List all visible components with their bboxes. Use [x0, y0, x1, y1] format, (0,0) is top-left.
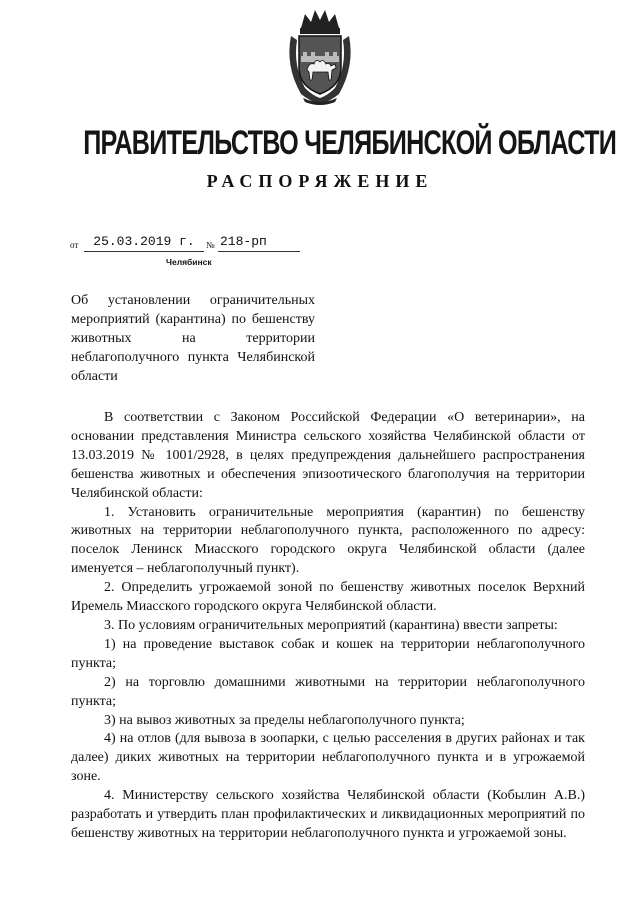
- prohibition-3-paragraph: 3) на вывоз животных за пределы неблагополучного пункта;: [104, 712, 465, 728]
- clause-3-paragraph: 3. По условиям ограничительных мероприятий (карантина) ввести запреты:: [104, 617, 558, 633]
- number-label: №: [206, 240, 215, 250]
- document-number: 218-рп: [220, 234, 267, 249]
- clause-2-paragraph: 2. Определить угрожаемой зоной по бешенству животных поселок Верхний Иремель Миасского городского округа Челябинской области.: [71, 580, 585, 615]
- prohibition-4-paragraph: 4) на отлов (для вывоза в зоопарки, с целью расселения в других районах и так далее) диких животных на территории неблагополучного пункта и в угрожаемой зоне.: [71, 731, 585, 785]
- document-date: 25.03.2019 г.: [93, 234, 195, 249]
- clause-4-paragraph: 4. Министерству сельского хозяйства Челябинской области (Кобылин А.В.) разработать и утвердить план профилактических и ликвидационных мероприятий по бешенству животных на территории неблагополучного пункта и угрожаемой зоны.: [71, 788, 585, 841]
- date-underline: [84, 251, 204, 252]
- document-body: [71, 409, 585, 844]
- government-title: ПРАВИТЕЛЬСТВО ЧЕЛЯБИНСКОЙ ОБЛАСТИ: [83, 124, 617, 162]
- clause-1-paragraph: 1. Установить ограничительные мероприятия (карантин) по бешенству животных на территории неблагополучного пункта, расположенного по адресу: поселок Ленинск Миасского городского округа Челябинской области (далее именуется – неблагополучный пункт).: [71, 504, 585, 577]
- registration-line: [70, 234, 310, 256]
- city-name: Челябинск: [166, 257, 212, 267]
- document-subject: Об установлении ограничительных мероприятий (карантина) по бешенству животных на территории неблагополучного пункта Челябинской области: [71, 293, 315, 384]
- preamble-paragraph: В соответствии с Законом Российской Федерации «О ветеринарии», на основании представления Министра сельского хозяйства Челябинской области от 13.03.2019 № 1001/2928, в целях предупреждения дальнейшего распространения бешенства животных и обеспечения эпизоотического благополучия на территории Челябинской области:: [71, 410, 585, 501]
- prohibition-1-paragraph: 1) на проведение выставок собак и кошек на территории неблагополучного пункта;: [71, 636, 585, 671]
- date-label: от: [70, 240, 79, 250]
- document-type-heading: РАСПОРЯЖЕНИЕ: [206, 171, 434, 191]
- number-underline: [218, 251, 300, 252]
- chelyabinsk-coat-of-arms-icon: [281, 6, 359, 106]
- prohibition-2-paragraph: 2) на торговлю домашними животными на территории неблагополучного пункта;: [71, 674, 585, 709]
